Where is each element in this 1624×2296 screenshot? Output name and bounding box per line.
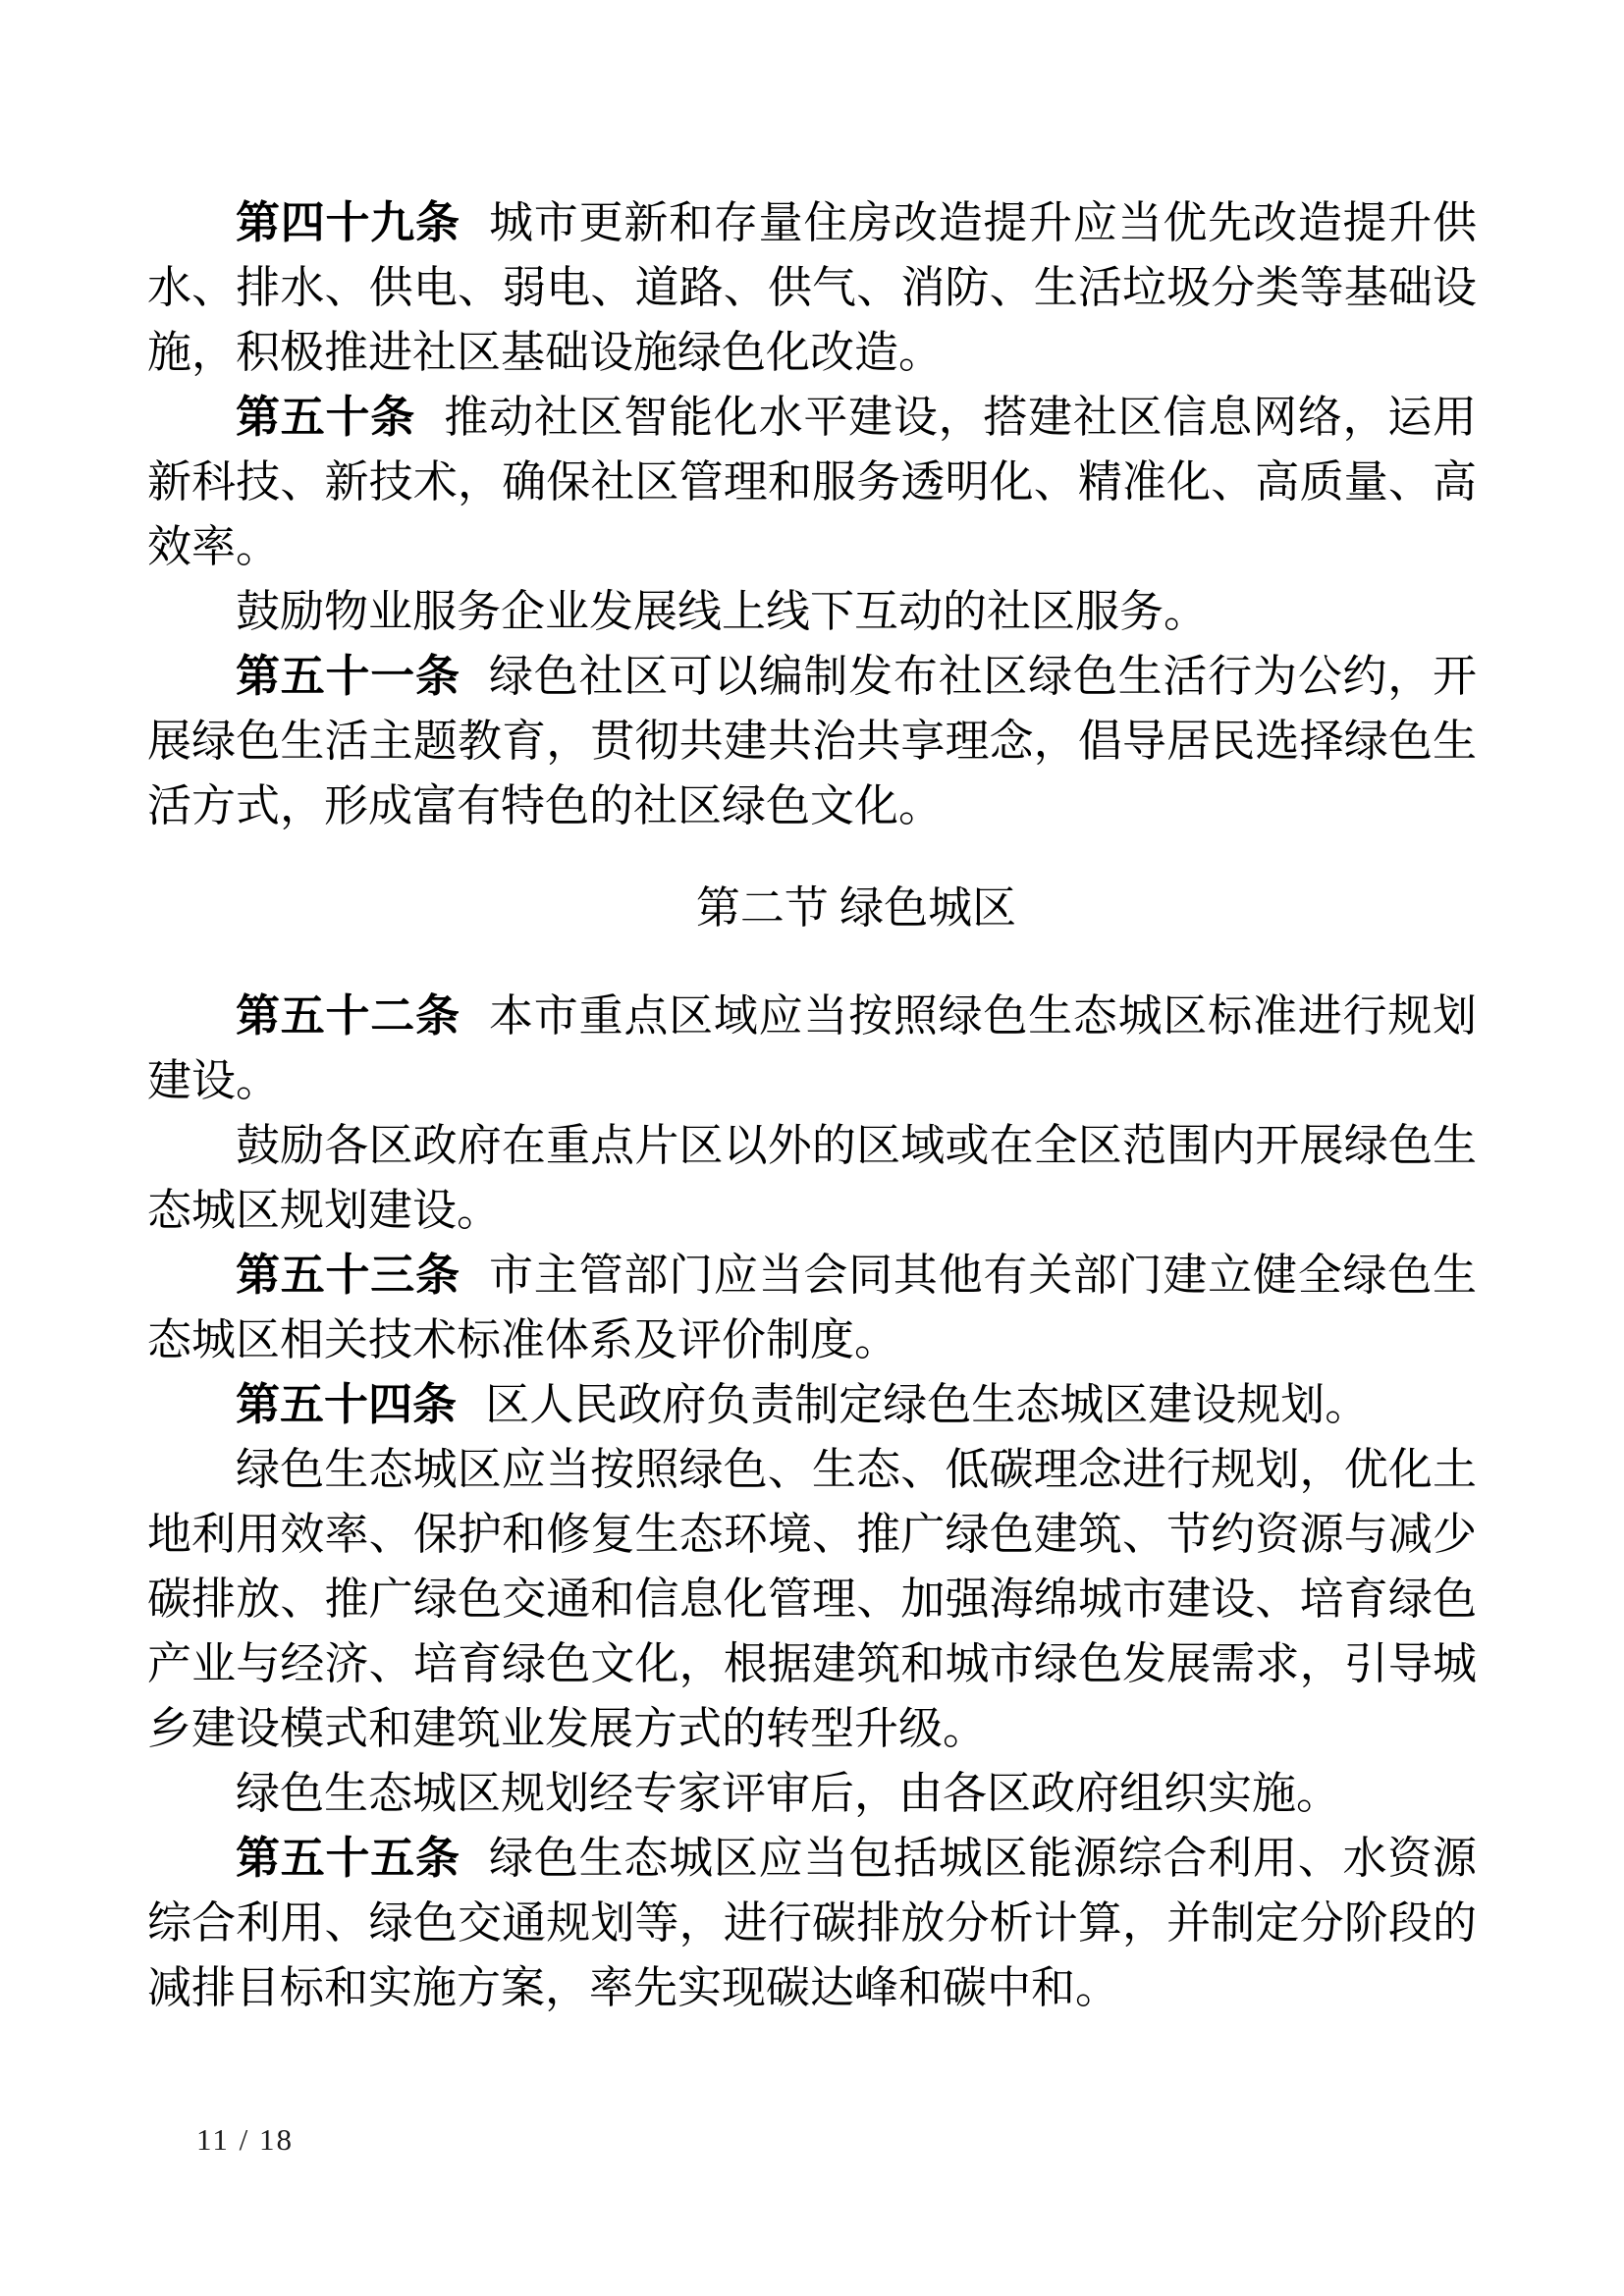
paragraph-article-50 xyxy=(147,385,1477,579)
paragraph-text: 绿色生态城区规划经专家评审后，由各区政府组织实施。 xyxy=(236,1769,1341,1818)
paragraph-article-51 xyxy=(147,644,1477,838)
paragraph-text: 绿色生态城区应当包括城区能源综合利用、水资源综合利用、绿色交通规划等，进行碳排放分析计算，并制定分阶段的减排目标和实施方案，率先实现碳达峰和碳中和。 xyxy=(147,1834,1477,2012)
document-body xyxy=(147,190,1477,2020)
article-number: 第五十三条 xyxy=(236,1250,460,1300)
paragraph-text: 绿色社区可以编制发布社区绿色生活行为公约，开展绿色生活主题教育，贯彻共建共治共享理念，倡导居民选择绿色生活方式，形成富有特色的社区绿色文化。 xyxy=(147,652,1477,830)
paragraph-text: 推动社区智能化水平建设，搭建社区信息网络，运用新科技、新技术，确保社区管理和服务透明化、精准化、高质量、高效率。 xyxy=(147,393,1477,571)
paragraph-article-50-sub xyxy=(147,579,1477,644)
article-number: 第五十四条 xyxy=(236,1379,458,1429)
paragraph-text: 市主管部门应当会同其他有关部门建立健全绿色生态城区相关技术标准体系及评价制度。 xyxy=(147,1251,1477,1364)
paragraph-article-49 xyxy=(147,190,1477,385)
paragraph-article-54-sub2 xyxy=(147,1761,1477,1826)
paragraph-article-52 xyxy=(147,984,1477,1113)
paragraph-text: 本市重点区域应当按照绿色生态城区标准进行规划建设。 xyxy=(147,991,1477,1105)
article-number: 第五十五条 xyxy=(236,1833,460,1883)
article-number: 第五十二条 xyxy=(236,990,460,1041)
article-number: 第五十条 xyxy=(236,392,416,442)
paragraph-text: 城市更新和存量住房改造提升应当优先改造提升供水、排水、供电、弱电、道路、供气、消防、生活垃圾分类等基础设施，积极推进社区基础设施绿色化改造。 xyxy=(147,198,1477,377)
paragraph-text: 鼓励物业服务企业发展线上线下互动的社区服务。 xyxy=(236,587,1209,636)
section-heading: 第二节 绿色城区 xyxy=(695,883,1017,933)
paragraph-text: 鼓励各区政府在重点片区以外的区域或在全区范围内开展绿色生态城区规划建设。 xyxy=(147,1121,1477,1235)
page-number: 11 / 18 xyxy=(196,2122,294,2157)
article-number: 第五十一条 xyxy=(236,651,460,701)
paragraph-article-54-sub1 xyxy=(147,1437,1477,1761)
paragraph-article-52-sub xyxy=(147,1113,1477,1243)
article-number: 第四十九条 xyxy=(236,197,460,247)
paragraph-article-53 xyxy=(147,1243,1477,1372)
paragraph-text: 绿色生态城区应当按照绿色、生态、低碳理念进行规划，优化土地利用效率、保护和修复生态环境、推广绿色建筑、节约资源与减少碳排放、推广绿色交通和信息化管理、加强海绵城市建设、培育绿色产业与经济、培育绿色文化，根据建筑和城市绿色发展需求，引导城乡建设模式和建筑业发展方式的转型升级。 xyxy=(147,1445,1477,1753)
paragraph-article-55 xyxy=(147,1826,1477,2020)
paragraph-article-54 xyxy=(147,1372,1477,1437)
paragraph-text: 区人民政府负责制定绿色生态城区建设规划。 xyxy=(485,1380,1370,1429)
